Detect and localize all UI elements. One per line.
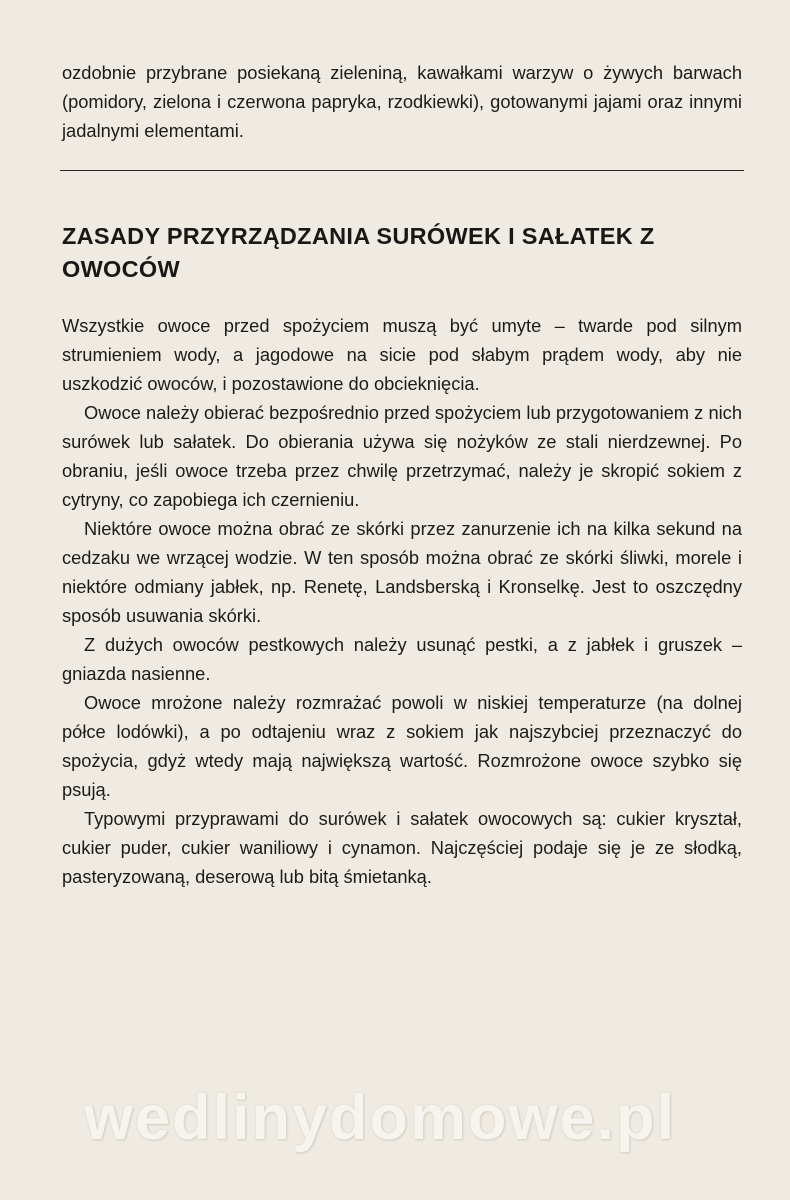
- watermark: wedlinydomowe.pl: [84, 1083, 677, 1153]
- paragraph-blanching: Niektóre owoce można obrać ze skórki przez zanurzenie ich na kilka sekund na cedzaku we wrzącej wodzie. W ten sposób można obrać ze skórki śliwki, morele i niektóre odmiany jabłek, np. Renetę, Landsberską i Kronselkę. Jest to oszczędny sposób usuwania skórki.: [62, 518, 742, 626]
- paragraph-frozen: Owoce mrożone należy rozmrażać powoli w niskiej temperaturze (na dolnej półce lodówki), a po odtajeniu wraz z sokiem jak najszybciej przeznaczyć do spożycia, gdyż wtedy mają największą wartość. Rozmrożone owoce szybko się psują.: [62, 692, 742, 800]
- paragraph-pits: Z dużych owoców pestkowych należy usunąć pestki, a z jabłek i gruszek – gniazda nasienne.: [62, 634, 742, 684]
- paragraph-peeling: Owoce należy obierać bezpośrednio przed spożyciem lub przygotowaniem z nich surówek lub sałatek. Do obierania używa się nożyków ze stali nierdzewnej. Po obraniu, jeśli owoce trzeba przez chwilę przetrzymać, należy je skropić sokiem z cytryny, co zapobiega ich czernieniu.: [62, 402, 742, 510]
- section-heading: ZASADY PRZYRZĄDZANIA SURÓWEK I SAŁATEK Z OWOCÓW: [62, 223, 655, 282]
- intro-paragraph: ozdobnie przybrane posiekaną zieleniną, kawałkami warzyw o żywych barwach (pomidory, zielona i czerwona papryka, rzodkiewki), gotowanymi jajami oraz innymi jadalnymi elementami.: [62, 62, 742, 141]
- paragraph-washing: Wszystkie owoce przed spożyciem muszą być umyte – twarde pod silnym strumieniem wody, a jagodowe na sicie pod słabym prądem wody, aby nie uszkodzić owoców, i pozostawione do obcieknięcia.: [62, 315, 742, 394]
- paragraph-seasoning: Typowymi przyprawami do surówek i sałatek owocowych są: cukier kryształ, cukier puder, cukier waniliowy i cynamon. Najczęściej podaje się je ze słodką, pasteryzowaną, deserową lub bitą śmietanką.: [62, 808, 742, 887]
- section-body: [62, 311, 742, 891]
- section-divider: [60, 170, 744, 171]
